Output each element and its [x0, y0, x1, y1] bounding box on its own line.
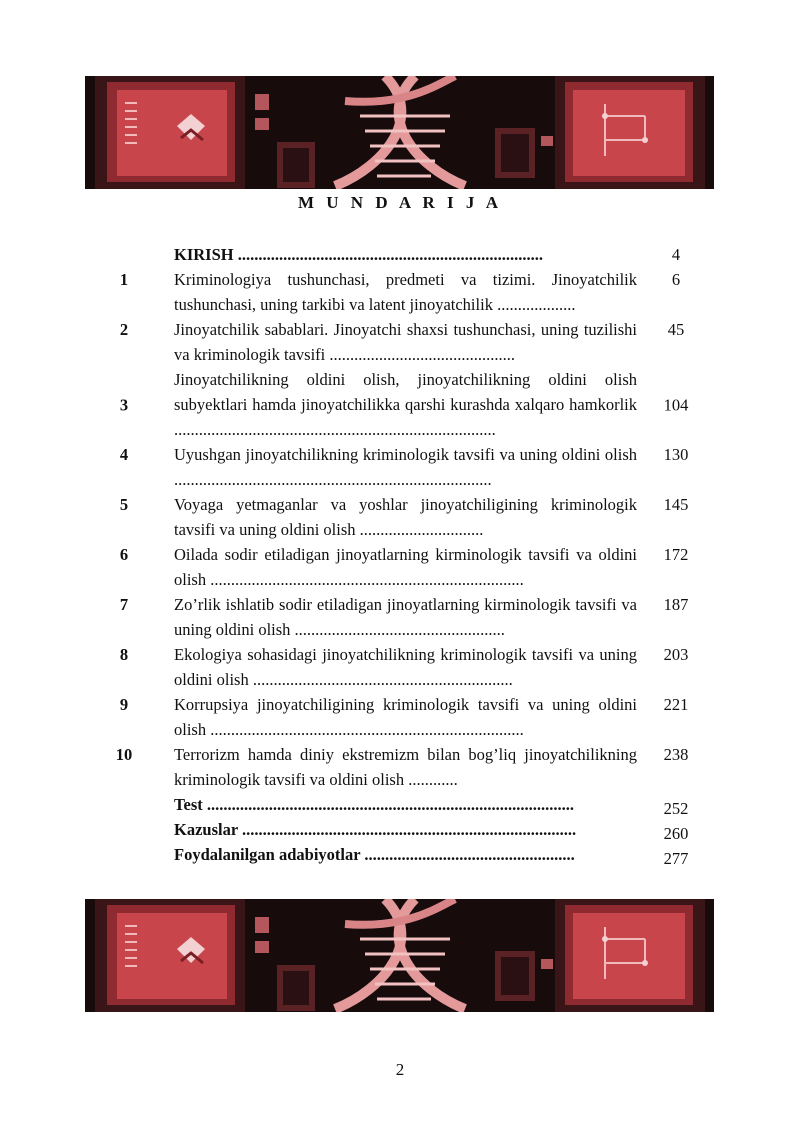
- toc-entry-title: Voyaga yetmaganlar va yoshlar jinoyatchiligining kriminologik tavsifi va uning oldini olish ..............................: [174, 495, 637, 539]
- toc-row: [0, 367, 800, 442]
- toc-page-number: 238: [663, 745, 689, 764]
- toc-page-number: 203: [663, 645, 689, 664]
- toc-chapter-number: 6: [119, 545, 129, 564]
- toc-chapter-number: 4: [119, 445, 129, 464]
- toc-page-number: 45: [667, 320, 685, 339]
- toc-entry-title: Korrupsiya jinoyatchiligining kriminologik tavsifi va uning oldini olish ............................................................................: [174, 695, 637, 739]
- toc-entry-title: Foydalanilgan adabiyotlar ...................................................: [174, 845, 575, 864]
- toc-row: [0, 267, 800, 317]
- toc-row: [0, 842, 800, 867]
- toc-page-number: 260: [663, 824, 689, 843]
- toc-entry-title: Kriminologiya tushunchasi, predmeti va tizimi. Jinoyatchilik tushunchasi, uning tarkibi va latent jinoyatchilik ...................: [174, 270, 637, 314]
- toc-page-number: 6: [671, 270, 681, 289]
- toc-entry-title: Ekologiya sohasidagi jinoyatchilikning kriminologik tavsifi va uning oldini olish ...............................................................: [174, 645, 637, 689]
- toc-entry-title: Jinoyatchilik sabablari. Jinoyatchi shaxsi tushunchasi, uning tuzilishi va kriminologik tavsifi .............................................: [174, 320, 637, 364]
- toc-page-number: 252: [663, 799, 689, 818]
- toc-chapter-number: 9: [119, 695, 129, 714]
- toc-row: [0, 692, 800, 742]
- header-banner-image: [85, 76, 714, 189]
- toc-entry-title: Zo’rlik ishlatib sodir etiladigan jinoyatlarning kirminologik tavsifi va uning oldini olish ...................................................: [174, 595, 637, 639]
- toc-entry-title: KIRISH ..........................................................................: [174, 245, 543, 264]
- toc-row: [0, 817, 800, 842]
- toc-entry-title: Terrorizm hamda diniy ekstremizm bilan bog’liq jinoyatchilikning kriminologik tavsifi va oldini olish ............: [174, 745, 637, 789]
- toc-row: [0, 317, 800, 367]
- toc-chapter-number: 3: [119, 395, 129, 414]
- toc-row: [0, 792, 800, 817]
- toc-page-number: 104: [663, 395, 689, 414]
- toc-page-number: 221: [663, 695, 689, 714]
- toc-chapter-number: 1: [119, 270, 129, 289]
- toc-entry-title: Jinoyatchilikning oldini olish, jinoyatchilikning oldini olish subyektlari hamda jinoyatchilikka qarshi kurashda xalqaro hamkorlik ..............................................................................: [174, 370, 637, 439]
- toc-page-number: 145: [663, 495, 689, 514]
- toc-row: [0, 642, 800, 692]
- toc-row: [0, 742, 800, 792]
- toc-chapter-number: 2: [119, 320, 129, 339]
- toc-page-number: 4: [671, 245, 681, 264]
- toc-chapter-number: 10: [115, 745, 133, 764]
- toc-page-number: 187: [663, 595, 689, 614]
- toc-chapter-number: 8: [119, 645, 129, 664]
- toc-entry-title: Kazuslar .................................................................................: [174, 820, 577, 839]
- toc-entry-title: Test .........................................................................................: [174, 795, 574, 814]
- toc-row: [0, 442, 800, 492]
- toc-chapter-number: 7: [119, 595, 129, 614]
- toc-page-number: 277: [663, 849, 689, 868]
- table-of-contents: [0, 242, 800, 867]
- toc-entry-title: Oilada sodir etiladigan jinoyatlarning kirminologik tavsifi va oldini olish ............................................................................: [174, 545, 637, 589]
- toc-row: [0, 242, 800, 267]
- page-title: M U N D A R I J A: [297, 193, 502, 212]
- toc-entry-title: Uyushgan jinoyatchilikning kriminologik tavsifi va uning oldini olish .............................................................................: [174, 445, 637, 489]
- toc-row: [0, 492, 800, 542]
- toc-page-number: 172: [663, 545, 689, 564]
- toc-row: [0, 592, 800, 642]
- footer-banner-image: [85, 899, 714, 1012]
- toc-chapter-number: 5: [119, 495, 129, 514]
- toc-row: [0, 542, 800, 592]
- page-number: 2: [395, 1060, 405, 1079]
- toc-page-number: 130: [663, 445, 689, 464]
